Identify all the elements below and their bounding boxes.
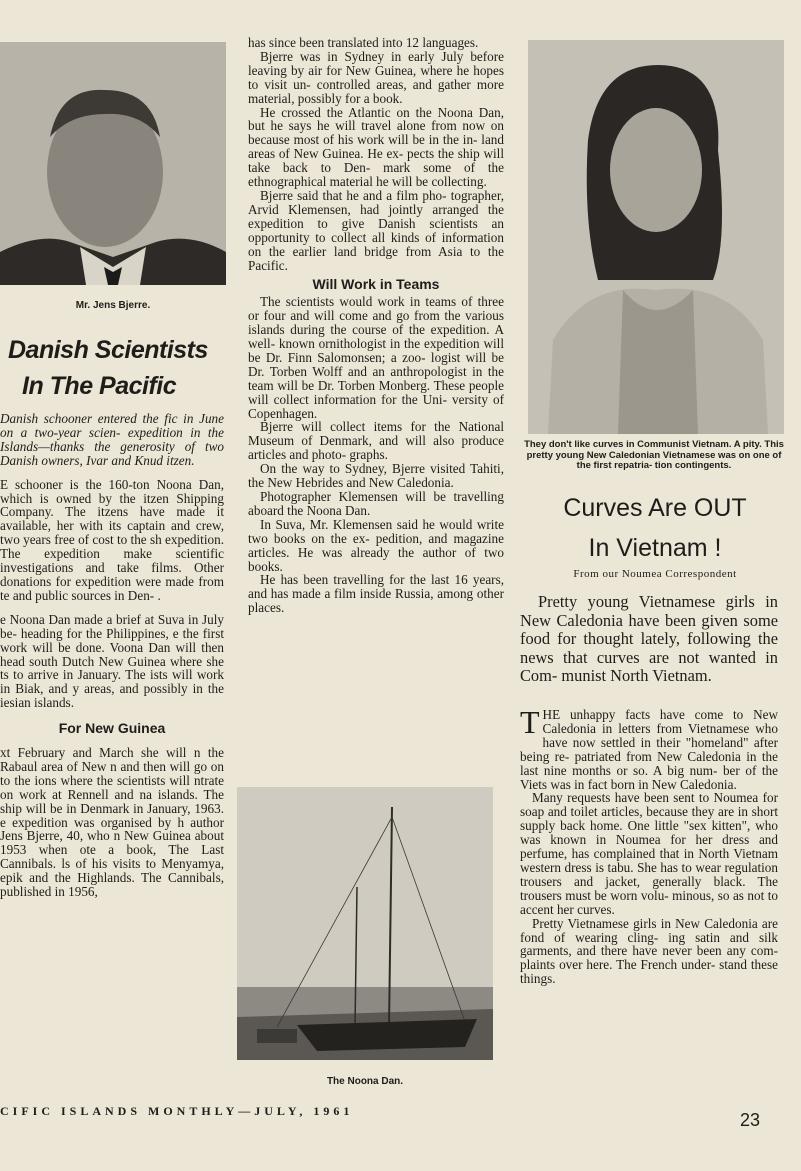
right-article-body bbox=[520, 708, 778, 1098]
subhead-will-work-in-teams: Will Work in Teams bbox=[312, 276, 440, 293]
ship-caption: The Noona Dan. bbox=[326, 1076, 404, 1087]
middle-paragraph: He crossed the Atlantic on the Noona Dan, but he says he will travel alone from now on because most of his work will be in the in- land areas of New Guinea. He ex- pects the ship will take back to Den- mark some of the ethnographical material he will be collecting. bbox=[248, 104, 504, 190]
middle-paragraph: In Suva, Mr. Klemensen said he would write two books on the ex- pedition, and magazine articles. He was already the author of two books. bbox=[248, 516, 504, 574]
left-paragraph: e Noona Dan made a brief at Suva in July be- heading for the Philippines, e the first work will be done. Voona Dan will then head south Dutch New Guinea where she ts to arrive in January. The ists will work in Biak, and y areas, and possibly in the iesian islands. bbox=[0, 611, 224, 711]
middle-paragraph: Bjerre will collect items for the National Museum of Denmark, and will also produce articles and photo- graphs. bbox=[248, 419, 504, 463]
portrait-photo-jens-bjerre bbox=[0, 42, 226, 285]
headline-line-1: Danish Scientists bbox=[8, 336, 208, 364]
ship-photo-noona-dan bbox=[237, 787, 493, 1060]
dropcap: T bbox=[520, 708, 540, 740]
right-lead-paragraph: Pretty young Vietnamese girls in New Caledonia have been given some food for thought lately, following the news that curves are not wanted in Com- munist North Vietnam. bbox=[520, 592, 778, 686]
left-paragraph: xt February and March she will n the Rabaul area of New n and then will go on to the ions where the scientists will ntrate on work at Rennell and na islands. The ship will be in Denmark in January, 1963. e expedition was organised by h author Jens Bjerre, 40, who n New Guinea about 1953 when ote a book, The Last Cannibals. ls of his visits to Menyamya, epik and the Highlands. The Cannibals, published in 1956, bbox=[0, 745, 224, 900]
portrait-photo-vietnamese-girl bbox=[528, 40, 784, 434]
middle-paragraph: Bjerre was in Sydney in early July before leaving by air for New Guinea, where he hopes to visit un- controlled areas, and gather more material, possibly for a book. bbox=[248, 48, 504, 106]
middle-paragraph: He has been travelling for the last 16 years, and has made a film inside Russia, among other places. bbox=[248, 572, 504, 616]
headline-line-2: In Vietnam ! bbox=[588, 534, 722, 562]
headline-line-2: In The Pacific bbox=[22, 372, 177, 400]
headline-curves-are-out bbox=[520, 490, 790, 567]
left-article-body bbox=[0, 412, 224, 1092]
magazine-footer: CIFIC ISLANDS MONTHLY—JULY, 1961 bbox=[0, 1104, 354, 1118]
middle-paragraph: Photographer Klemensen will be travelling aboard the Noona Dan. bbox=[248, 489, 504, 518]
middle-paragraph: Bjerre said that he and a film pho- tographer, Arvid Klemensen, had jointly arranged the expedition to give Danish scientists an opportunity to collect all kinds of information on the earlier land bridge from Asia to the Pacific. bbox=[248, 187, 504, 273]
portrait-caption: Mr. Jens Bjerre. bbox=[75, 300, 151, 311]
headline-line-1: Curves Are OUT bbox=[563, 494, 747, 522]
right-first-paragraph bbox=[520, 708, 778, 791]
right-photo-caption: They don't like curves in Communist Vietnam. A pity. This pretty young New Caledonian Vietnamese was on one of the first repatria- tion contingents. bbox=[524, 439, 784, 471]
middle-paragraph: has since been translated into 12 languages. bbox=[248, 36, 479, 50]
left-paragraph: E schooner is the 160-ton Noona Dan, which is owned by the itzen Shipping Company. The itzens have made it available, her with its captain and crew, two years free of cost to the sh expedition. The expedition make scientific investigations and take films. Other donations for expedition were made from te and public sources in Den- . bbox=[0, 476, 224, 603]
left-intro: Danish schooner entered the fic in June on a two-year scien- expedition in the Islands—thanks the generosity of two Danish owners, Ivar and Knud itzen. bbox=[0, 412, 224, 468]
page-number: 23 bbox=[740, 1110, 761, 1130]
middle-paragraph: The scientists would work in teams of three or four and will come and go from the various islands during the course of the expedition. A well- known ornithologist in the expedition will be Dr. Finn Salomonsen; a zoo- logist will be Dr. Torben Wolff and an anthropologist in the team will be Dr. Torben Monberg. These people will collect information for the Uni- versity of Copenhagen. bbox=[248, 294, 504, 421]
right-paragraph: Many requests have been sent to Noumea for soap and toilet articles, because they are in short supply back home. One little "sex kitten", who was known in Noumea for her dress and perfume, has complained that in North Vietnam western dress is tabu. She has to wear regulation trousers and jacket, generally black. The trousers must be worn volu- minous, so as not to accent her curves. bbox=[520, 790, 778, 917]
right-first-paragraph-text: HE unhappy facts have come to New Caledonia in letters from Vietnamese who have now settled in their "homeland" after being re- patriated from New Caledonia in the last nine months or so. A big num- ber of the Viets was in fact born in New Caledonia. bbox=[520, 708, 778, 792]
byline: From our Noumea Correspondent bbox=[573, 568, 737, 580]
middle-paragraph: On the way to Sydney, Bjerre visited Tahiti, the New Hebrides and New Caledonia. bbox=[248, 461, 504, 491]
middle-article-body bbox=[248, 36, 504, 782]
right-paragraph: Pretty Vietnamese girls in New Caledonia are fond of wearing cling- ing satin and silk garments, and there have never been any com- plaints over here. The French under- stand these things. bbox=[520, 915, 778, 987]
headline-danish-scientists bbox=[8, 332, 228, 404]
subhead-for-new-guinea: For New Guinea bbox=[58, 720, 166, 737]
